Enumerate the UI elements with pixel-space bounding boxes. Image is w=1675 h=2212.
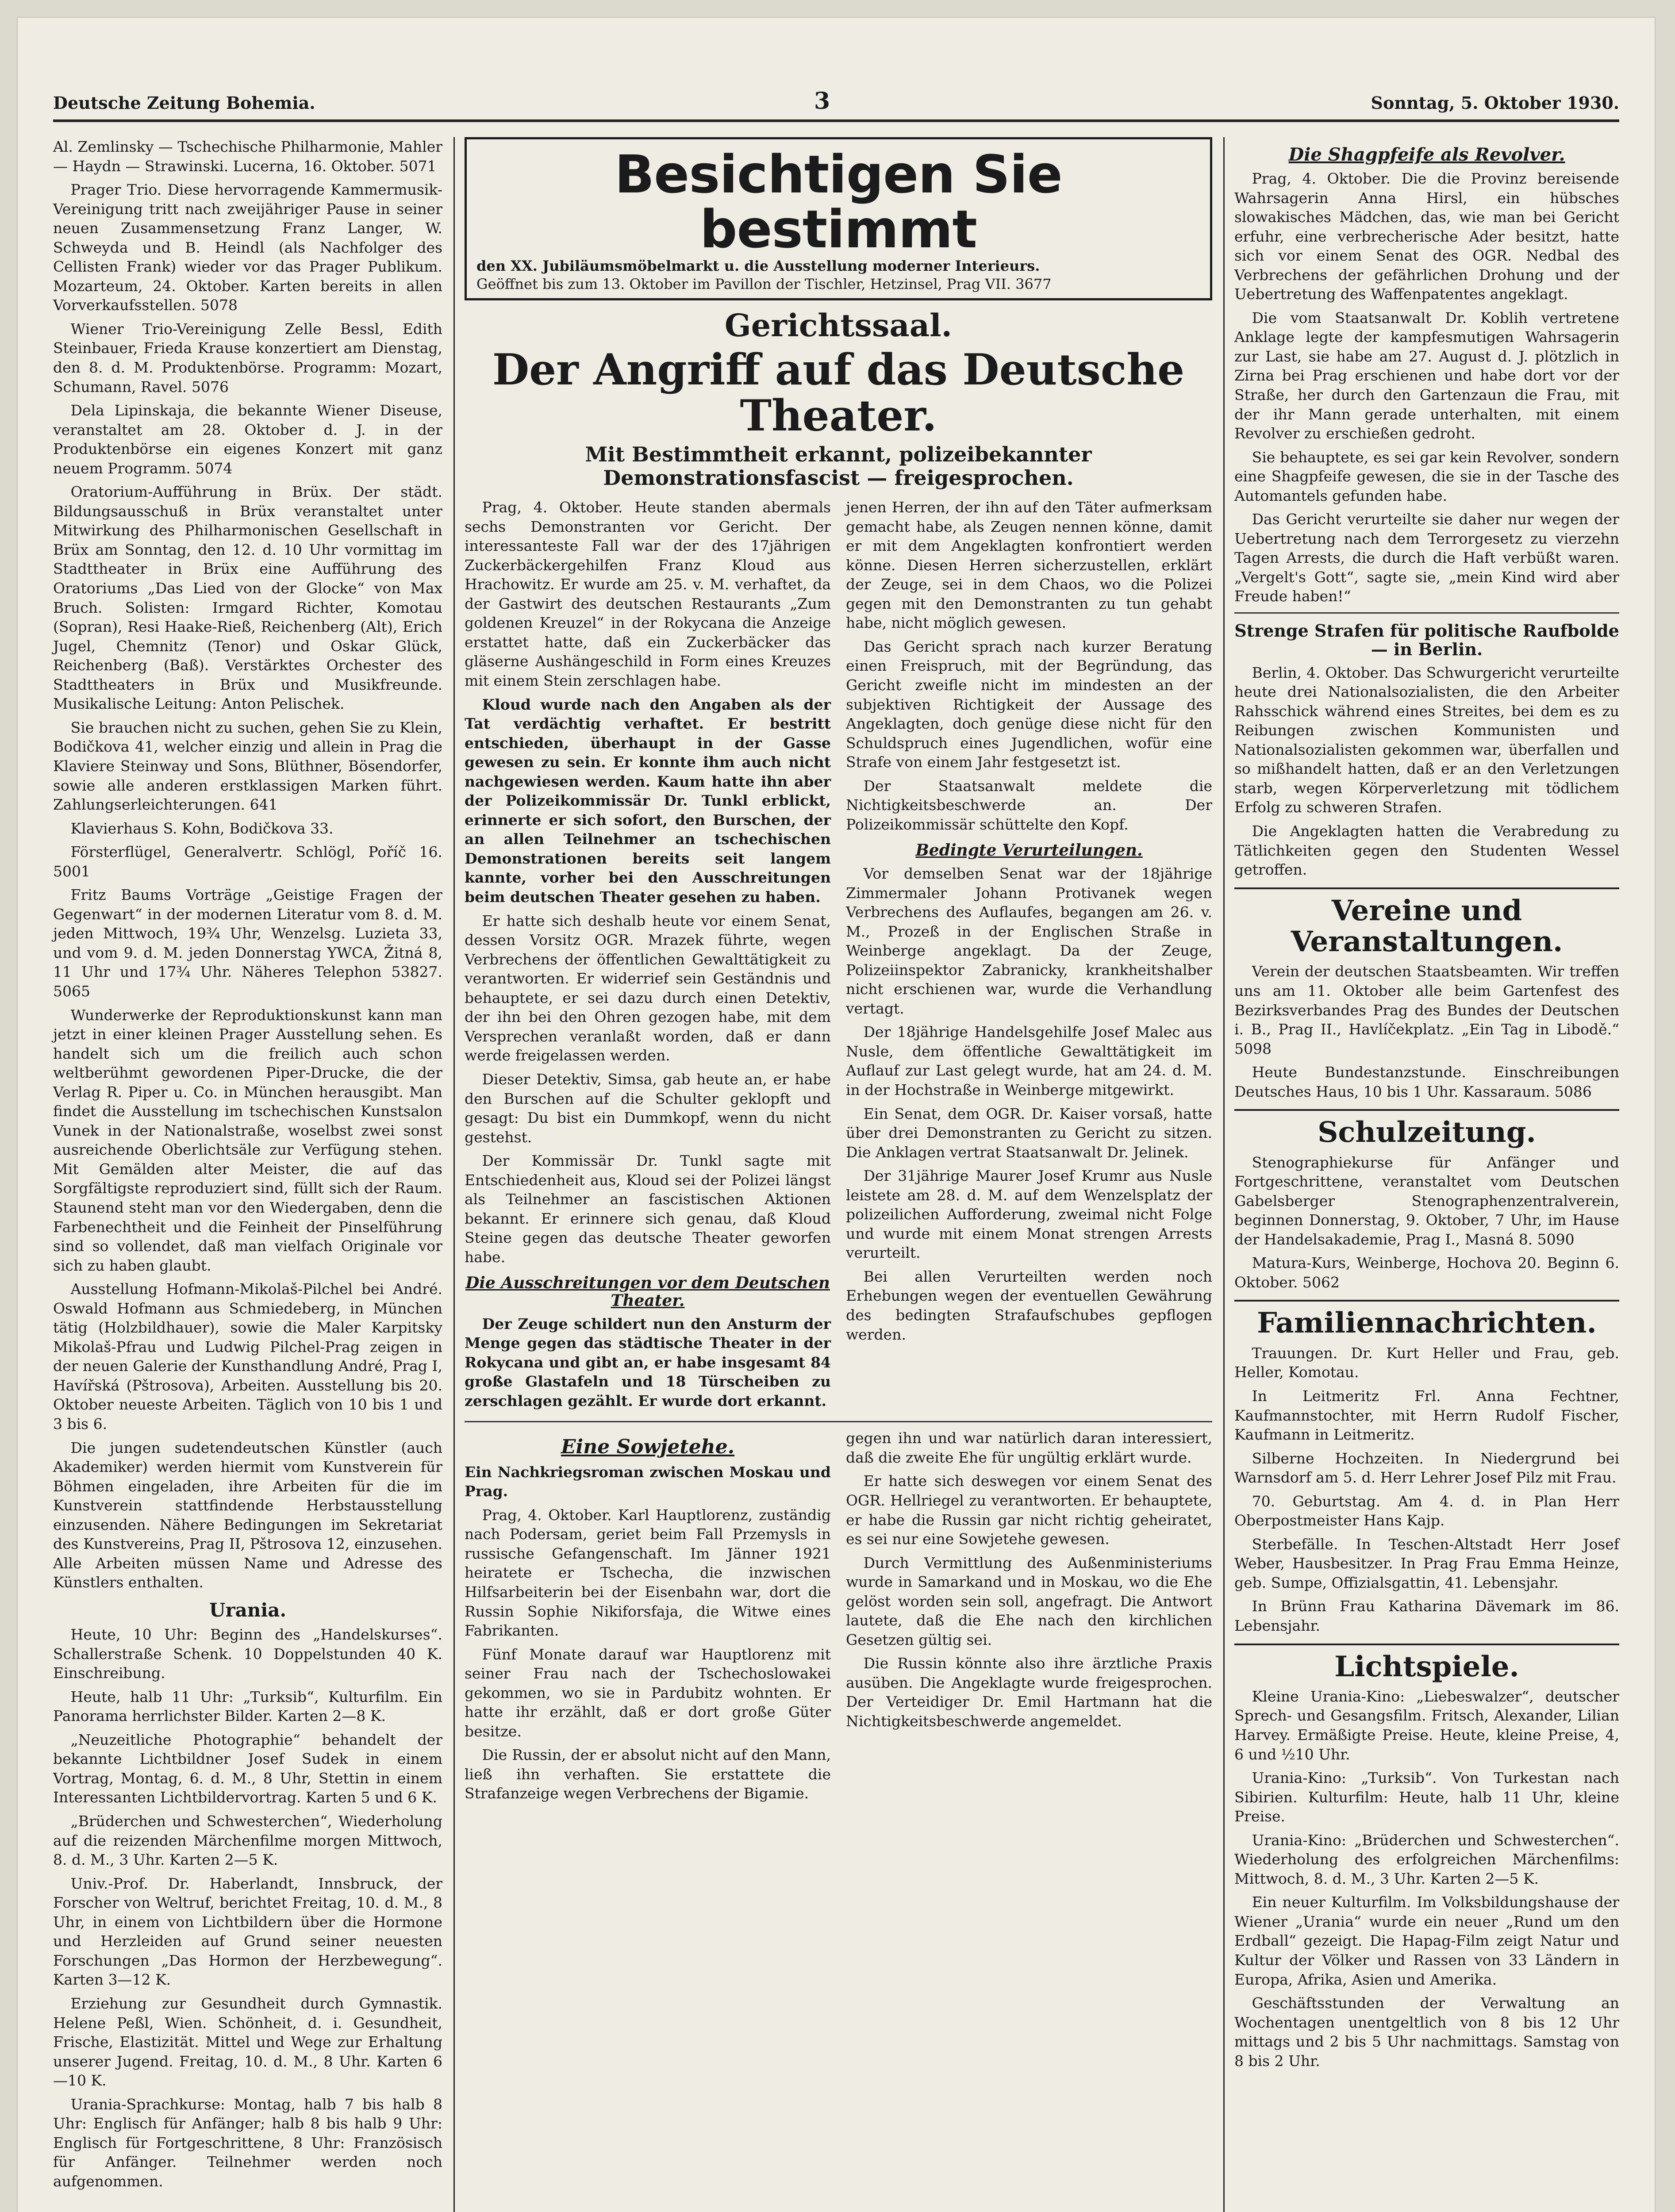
issue-date: Sonntag, 5. Oktober 1930. (1371, 93, 1619, 113)
section-familiennachrichten: Familiennachrichten. (1234, 1300, 1619, 1339)
article-paragraph: Er hatte sich deswegen vor einem Senat des OGR. Hellriegel zu verantworten. Er behauptete, er habe die Russin gar nicht richtig geheiratet, es sei nur eine Sowjetehe gewesen. (846, 1472, 1212, 1548)
article-subheadline: Mit Bestimmtheit erkannt, polizeibekannter Demonstrationsfascist — freigesprochen. (585, 442, 1092, 490)
subsection-heading: Eine Sowjetehe. (561, 1436, 735, 1459)
article-column-left (465, 498, 831, 1415)
ad-line-1: den XX. Jubiläumsmöbelmarkt u. die Ausstellung moderner Interieurs. (476, 257, 1040, 274)
column-1 (53, 137, 442, 2195)
column-rule (1223, 137, 1225, 2212)
article-paragraph: Prag, 4. Oktober. Heute standen abermals sechs Demonstranten vor Gericht. Der interessanteste Fall war der des 17jährigen Zuckerbäckergehilfen Franz Kloud aus Hrachowitz. Er wurde am 25. v. M. verhaftet, da der Gastwirt des deutschen Restaurants „Zum goldenen Kreuzel“ in der Rokycana die Anzeige erstattet hatte, daß ein Zuckerbäcker das gläserne Aushängeschild in Form eines Kreuzes mit einem Stein zerschlagen habe. (465, 499, 831, 690)
section-gerichtssaal: Gerichtssaal. (724, 307, 953, 344)
advertisement (465, 137, 1212, 300)
article-paragraph: Bei allen Verurteilten werden noch Erhebungen wegen der eventuellen Gewährung des bedingten Strafaufschubes gepflogen werden. (846, 1267, 1212, 1343)
masthead-left: Deutsche Zeitung Bohemia. (53, 93, 315, 113)
header-rule (53, 119, 1619, 122)
article-paragraph: Die Russin, der er absolut nicht auf den Mann, ließ ihn verhaften. Sie erstattete die Strafanzeige wegen Verbrechens der Bigamie. (465, 1746, 831, 1802)
notice: Försterflügel, Generalvertr. Schlögl, Poříč 16. 5001 (53, 843, 442, 880)
notice: Wunderwerke der Reproduktionskunst kann man jetzt in einer kleinen Prager Ausstellung sehen. Es handelt sich um die freilich auch schon weltberühmt gewordenen Piper-Drucke, die der Verlag R. Piper u. Co. in München herausgibt. Man findet die Ausstellung im tschechischen Kunstsalon Vunek in der Nationalstraße, woselbst zwei sonst ausreichende Oberlichtsäle zur Verfügung stehen. Mit Gemälden alter Meister, die auf das Sorgfältigste reproduziert sind, füllt sich der Raum. Staunend steht man vor den Wiedergaben, denn die Farbenechtheit und die Feinheit der Pinselführung sind so vollendet, daß man vielfach Originale vor sich zu haben glaubt. (53, 1006, 442, 1274)
notice: Trauungen. Dr. Kurt Heller und Frau, geb. Heller, Komotau. (1234, 1344, 1619, 1381)
article-paragraph: Der 18jährige Handelsgehilfe Josef Malec aus Nusle, dem öffentliche Gewalttätigkeit im Auflauf zur Last gelegt wurde, hat am 24. d. M. in der Hochstraße in Weinberge mitgewirkt. (846, 1023, 1212, 1098)
notice: Kleine Urania-Kino: „Liebeswalzer“, deutscher Sprech- und Gesangsfilm. Fritsch, Alexander, Lilian Harvey. Ermäßigte Preise. Heute, kleine Preise, 4, 6 und ½10 Uhr. (1234, 1687, 1619, 1763)
notice: Urania-Kino: „Turksib“. Von Turkestan nach Sibirien. Kulturfilm: Heute, halb 11 Uhr, kleine Preise. (1234, 1769, 1619, 1825)
article-paragraph: Die Russin könnte also ihre ärztliche Praxis ausüben. Die Angeklagte wurde freigesprochen. Der Verteidiger Dr. Emil Hartmann hat die Nichtigkeitsbeschwerde angemeldet. (846, 1655, 1212, 1730)
notice: In Leitmeritz Frl. Anna Fechtner, Kaufmannstochter, mit Herrn Rudolf Fischer, Kaufmann in Leitmeritz. (1234, 1387, 1619, 1444)
article-paragraph: jenen Herren, der ihn auf den Täter aufmerksam gemacht habe, als Zeugen nennen könne, damit er mit dem Angeklagten konfrontiert werden könne. Diesen Herren sicherzustellen, erklärt der Zeuge, sei in dem Chaos, wo die Polizei gegen mit den Demonstranten zu tun gehabt habe, nicht möglich gewesen. (846, 499, 1212, 632)
article-paragraph: Fünf Monate darauf war Hauptlorenz mit seiner Frau nach der Tschechoslowakei gekommen, wo sie in Pardubitz wohnten. Er hatte ihr erzählt, daß er dort große Güter besitze. (465, 1645, 831, 1740)
article-paragraph: Der Staatsanwalt meldete die Nichtigkeitsbeschwerde an. Der Polizeikommissär schüttelte den Kopf. (846, 777, 1212, 833)
urania-item: „Brüderchen und Schwesterchen“, Wiederholung auf die reizenden Märchenfilme morgen Mittwoch, 8. d. M., 3 Uhr. Karten 2—5 K. (53, 1813, 442, 1869)
notice: Sie brauchen nicht zu suchen, gehen Sie zu Klein, Bodičkova 41, welcher einzig und allein in Prag die Klaviere Steinway und Sons, Blüthner, Bösendorfer, sowie alle anderen erstklassigen Marken führt. Zahlungserleichterungen. 641 (53, 718, 442, 814)
article-paragraph: Berlin, 4. Oktober. Das Schwurgericht verurteilte heute drei Nationalsozialisten, die den Arbeiter Rahsschick während eines Streites, bei dem es zu Reibungen zwischen Kommunisten und Nationalsozialisten gekommen war, überfallen und so mißhandelt hatten, daß er an den Verletzungen starb, wegen Körperverletzung mit tödlichem Erfolg zu schweren Strafen. (1234, 664, 1619, 816)
notice: Ein neuer Kulturfilm. Im Volksbildungshause der Wiener „Urania“ wurde ein neuer „Rund um den Erdball“ gezeigt. Die Hapag-Film zeigt Natur und Kultur der Völker und Rassen von 33 Ländern in Europa, Afrika, Asien und Amerika. (1234, 1893, 1619, 1988)
article-paragraph: Dieser Detektiv, Simsa, gab heute an, er habe den Burschen auf die Schulter geklopft und gesagt: Du bist ein Dummkopf, wenn du nicht gestehst. (465, 1070, 831, 1146)
urania-item: Erziehung zur Gesundheit durch Gymnastik. Helene Peßl, Wien. Schönheit, d. i. Gesundheit, Frische, Elastizität. Mittel und Wege zur Erhaltung unserer Jugend. Freitag, 10. d. M., 8 Uhr. Karten 6—10 K. (53, 1994, 442, 2089)
sowjetehe-left (465, 1429, 831, 1808)
newspaper-page (18, 18, 1655, 2212)
notice: Dela Lipinskaja, die bekannte Wiener Diseuse, veranstaltet am 28. Oktober d. J. in der Produktenbörse ein eigenes Konzert mit ganz neuem Programm. 5074 (53, 402, 442, 477)
article-paragraph: Der Kommissär Dr. Tunkl sagte mit Entschiedenheit aus, Kloud sei der Polizei längst als Teilnehmer an fascistischen Aktionen bekannt. Er erinnere sich genau, daß Kloud Steine gegen das deutsche Theater geworfen habe. (465, 1152, 831, 1266)
notice: Al. Zemlinsky — Tschechische Philharmonie, Mahler — Haydn — Strawinski. Lucerna, 16. Oktober. 5071 (53, 138, 442, 175)
sowjetehe-right (846, 1429, 1212, 1808)
subsection-heading: Bedingte Verurteilungen. (915, 841, 1143, 860)
article-lead: Ein Nachkriegsroman zwischen Moskau und Prag. (465, 1463, 831, 1500)
notice: Die jungen sudetendeutschen Künstler (auch Akademiker) werden hiermit vom Kunstverein für Böhmen eingeladen, ihre Arbeiten für die im Kunstverein stattfindende Herbstausstellung einzusenden. Nähere Bedingungen im Sekretariat des Kunstvereins, Prag II, Pštrosova 12, einzusehen. Alle Arbeiten müssen Name und Adresse des Künstlers enthalten. (53, 1439, 442, 1591)
urania-item: „Neuzeitliche Photographie“ behandelt der bekannte Lichtbildner Josef Sudek in einem Vortrag, Montag, 6. d. M., 8 Uhr, Stettin in einem Interessanten Lichtbildervortrag. Karten 5 und 6 K. (53, 1731, 442, 1806)
article-paragraph: Die vom Staatsanwalt Dr. Koblih vertretene Anklage legte der kampfesmutigen Wahrsagerin zur Last, sie habe am 27. August d. J. plötzlich in Zirna bei Prag erschienen und habe dort vor der Straße, her durch den Gartenzaun die Frau, mit der ihr Mann gerade unterhalten, mit einem Revolver zu erschießen gedroht. (1234, 309, 1619, 442)
article-columns (465, 498, 1212, 1415)
urania-item: Univ.-Prof. Dr. Haberlandt, Innsbruck, der Forscher von Weltruf, berichtet Freitag, 10. d. M., 8 Uhr, in einem von Lichtbildern über die Hormone und Herzleiden auf Grund seiner neuesten Forschungen „Das Hormon der Herzbewegung“. Karten 3—12 K. (53, 1874, 442, 1989)
notice: Verein der deutschen Staatsbeamten. Wir treffen uns am 11. Oktober alle beim Gartenfest des Bezirksverbandes Prag des Bundes der Deutschen i. B., Prag II., Havlíčekplatz. „Ein Tag in Libodě.“ 5098 (1234, 963, 1619, 1057)
subsection-heading: Die Ausschreitungen vor dem Deutschen Theater. (465, 1274, 830, 1310)
section-urania: Urania. (209, 1599, 287, 1621)
urania-item: Heute, 10 Uhr: Beginn des „Handelskurses“. Schallerstraße Schenk. 10 Doppelstunden 40 K. Einschreibung. (53, 1626, 442, 1682)
article-paragraph: Das Gericht verurteilte sie daher nur wegen der Uebertretung nach dem Terrorgesetz zu vierzehn Tagen Arrests, die durch die Haft verbüßt waren. „Vergelt's Gott“, sagte sie, „mein Kind wird aber Freude haben!“ (1234, 511, 1619, 605)
article-paragraph: Die Angeklagten hatten die Verabredung zu Tätlichkeiten gegen den Studenten Wessel getroffen. (1234, 822, 1619, 879)
column-4 (1234, 137, 1619, 2075)
notice: Wiener Trio-Vereinigung Zelle Bessl, Edith Steinbauer, Frieda Krause konzertiert am Dienstag, den 8. d. M. Produktenbörse. Programm: Mozart, Schumann, Ravel. 5076 (53, 320, 442, 396)
article-paragraph: Kloud wurde nach den Angaben als der Tat verdächtig verhaftet. Er bestritt entschieden, überhaupt in der Gasse gewesen zu sein. Er konnte ihm auch nicht nachgewiesen werden. Kaum hatte ihn aber der Polizeikommissär Dr. Tunkl erblickt, erinnerte er sich sofort, den Burschen, der an allen Teilnehmer an tschechischen Demonstrationen bereits seit langem kannte, vorher bei den Ausschreitungen beim deutschen Theater gesehen zu haben. (465, 695, 831, 906)
column-rule (453, 137, 455, 2212)
article-headline: Der Angriff auf das Deutsche Theater. (492, 344, 1185, 441)
section-lichtspiele: Lichtspiele. (1234, 1644, 1619, 1682)
ad-line-2: Geöffnet bis zum 13. Oktober im Pavillon der Tischler, Hetzinsel, Prag VII. 3677 (476, 276, 1052, 293)
article-paragraph: Der Zeuge schildert nun den Ansturm der Menge gegen das städtische Theater in der Rokycana und gibt an, er habe insgesamt 84 große Glastafeln und 18 Türscheiben zu zerschlagen gezählt. Er wurde dort erkannt. (465, 1315, 831, 1409)
notice: Ausstellung Hofmann-Mikolaš-Pilchel bei André. Oswald Hofmann aus Schmiedeberg, in München tätig (Holzbildhauer), sowie die Maler Karpitsky Mikolaš-Pfrau und Ludwig Pilchel-Prag zeigen in der neuen Galerie der Kunsthandlung André, Prag I, Havířská (Pštrosova), Arbeiten. Ausstellung bis 20. Oktober neueste Arbeiten. Täglich von 10 bis 1 und 3 bis 6. (53, 1280, 442, 1432)
ad-headline: Besichtigen Sie bestimmt (615, 144, 1062, 260)
article-paragraph: Er hatte sich deshalb heute vor einem Senat, dessen Vorsitz OGR. Mrazek führte, wegen Verbrechens der öffentlichen Gewalttätigkeit zu verantworten. Er widerrief sein Geständnis und behauptete, er sei dazu durch einen Detektiv, der ihn bei den Ohren gezogen habe, mit dem Versprechen veranlaßt worden, daß er dann werde freigelassen werden. (465, 912, 831, 1064)
notice: Oratorium-Aufführung in Brüx. Der städt. Bildungsausschuß in Brüx veranstaltet unter Mitwirkung des Philharmonischen Gesellschaft in Brüx am Sonntag, den 12. d. 10 Uhr vormittag im Stadttheater in Brüx eine Aufführung des Oratoriums „Das Lied von der Glocke“ von Max Bruch. Solisten: Irmgard Richter, Komotau (Sopran), Resi Haake-Rieß, Reichenberg (Alt), Erich Jugel, Chemnitz (Tenor) und Oskar Glück, Reichenberg (Baß). Verstärktes Orchester des Stadttheaters in Brüx und Musikfreunde. Musikalische Leitung: Anton Pelischek. (53, 483, 442, 713)
article-paragraph: Ein Senat, dem OGR. Dr. Kaiser vorsaß, hatte über drei Demonstranten zu Gericht zu sitzen. Die Anklagen vertrat Staatsanwalt Dr. Jelinek. (846, 1105, 1212, 1161)
article-paragraph: Vor demselben Senat war der 18jährige Zimmermaler Johann Protivanek wegen Verbrechens des Auflaufes, begangen am 26. v. M., Prozeß in der Englischen Straße in Weinberge angeklagt. Da der Zeuge, Polizeiinspektor Zabranicky, krankheitshalber nicht erschienen war, wurde die Verhandlung vertagt. (846, 864, 1212, 1017)
sowjetehe-columns (465, 1429, 1212, 1808)
article-paragraph: Das Gericht sprach nach kurzer Beratung einen Freispruch, mit der Begründung, das Gericht zweifle nicht im mindesten an der subjektiven Richtigkeit der Aussage des Angeklagten, doch genüge diese nicht für den Schuldspruch eines Jugendlichen, wofür eine Strafe von einem Jahr festgesetzt ist. (846, 637, 1212, 771)
section-vereine: Vereine und Veranstaltungen. (1234, 887, 1619, 958)
notice: In Brünn Frau Katharina Dävemark im 86. Lebensjahr. (1234, 1598, 1619, 1634)
page-number: 3 (814, 88, 830, 115)
subsection-heading: Die Shagpfeife als Revolver. (1288, 144, 1565, 165)
article-paragraph: Sie behauptete, es sei gar kein Revolver, sondern eine Shagpfeife gewesen, die sie in der Tasche des Automantels gefunden habe. (1234, 448, 1619, 504)
article-paragraph: Durch Vermittlung des Außenministeriums wurde in Samarkand und in Moskau, wo die Ehe gelöst worden sein soll, angefragt. Die Antwort lautete, daß die Ehe nach den kirchlichen Gesetzen gültig sei. (846, 1554, 1212, 1648)
notice: Sterbefälle. In Teschen-Altstadt Herr Josef Weber, Hausbesitzer. In Prag Frau Emma Heinze, geb. Sumpe, Offizialsgattin, 41. Lebensjahr. (1234, 1535, 1619, 1591)
notice: Fritz Baums Vorträge „Geistige Fragen der Gegenwart“ in der modernen Literatur vom 8. d. M. jeden Mittwoch, 19¾ Uhr, Wenzelsg. Luzieta 33, und vom 9. d. M. jeden Donnerstag YWCA, Žitná 8, 11 Uhr und 17¾ Uhr. Näheres Telephon 53827. 5065 (53, 886, 442, 1000)
article-paragraph: Der 31jährige Maurer Josef Krumr aus Nusle leistete am 28. d. M. auf dem Wenzelsplatz der polizeilichen Aufforderung, zweimal nicht Folge und wurde mit einem Monat strengen Arrests verurteilt. (846, 1167, 1212, 1262)
center-block (465, 137, 1212, 1808)
notice: Prager Trio. Diese hervorragende Kammermusik-Vereinigung tritt nach zweijähriger Pause in seiner neuen Zusammensetzung Franz Langer, W. Schweyda und B. Heindl (als Nachfolger des Cellisten Frank) wieder vor das Prager Publikum. Mozarteum, 24. Oktober. Karten bereits in allen Vorverkaufsstellen. 5078 (53, 181, 442, 314)
urania-item: Urania-Sprachkurse: Montag, halb 7 bis halb 8 Uhr: Englisch für Anfänger; halb 8 bis halb 9 Uhr: Englisch für Fortgeschrittene, 8 Uhr: Französisch für Anfänger. Teilnehmer werden noch aufgenommen. (53, 2095, 442, 2190)
notice: Stenographiekurse für Anfänger und Fortgeschrittene, veranstaltet vom Deutschen Gabelsberger Stenographenzentralverein, beginnen Donnerstag, 9. Oktober, 7 Uhr, im Hause der Handelsakademie, Prag I., Masná 8. 5090 (1234, 1153, 1619, 1248)
notice: Matura-Kurs, Weinberge, Hochova 20. Beginn 6. Oktober. 5062 (1234, 1254, 1619, 1291)
article-paragraph: gegen ihn und war natürlich daran interessiert, daß die zweite Ehe für ungültig erklärt wurde. (846, 1429, 1212, 1466)
notice: Geschäftsstunden der Verwaltung an Wochentagen unentgeltlich von 8 bis 12 Uhr mittags und 2 bis 5 Uhr nachmittags. Samstag von 8 bis 2 Uhr. (1234, 1994, 1619, 2070)
urania-item: Heute, halb 11 Uhr: „Turksib“, Kulturfilm. Ein Panorama herrlichster Bilder. Karten 2—8 K. (53, 1688, 442, 1725)
article-paragraph: Prag, 4. Oktober. Die die Provinz bereisende Wahrsagerin Anna Hirsl, ein hübsches slowakisches Mädchen, das, wie man bei Gericht erfuhr, eine verbrecherische Ader besitzt, hatte sich vor einem Senat des OGR. Nedbal des Verbrechens der gefährlichen Drohung und der Uebertretung des Waffenpatentes angeklagt. (1234, 170, 1619, 303)
notice: Urania-Kino: „Brüderchen und Schwesterchen“. Wiederholung des erfolgreichen Märchenfilms: Mittwoch, 8. d. M., 3 Uhr. Karten 2—5 K. (1234, 1831, 1619, 1887)
notice: Klavierhaus S. Kohn, Bodičkova 33. (70, 819, 334, 837)
notice: Silberne Hochzeiten. In Niedergrund bei Warnsdorf am 5. d. Herr Lehrer Josef Pilz mit Frau. (1234, 1449, 1619, 1486)
divider (1234, 612, 1619, 614)
subsection-heading: Strenge Strafen für politische Raufbolde — in Berlin. (1234, 621, 1619, 659)
notice: Heute Bundestanzstunde. Einschreibungen Deutsches Haus, 10 bis 1 Uhr. Kassaraum. 5086 (1234, 1064, 1619, 1100)
notice: 70. Geburtstag. Am 4. d. in Plan Herr Oberpostmeister Hans Kajp. (1234, 1492, 1619, 1529)
article-paragraph: Prag, 4. Oktober. Karl Hauptlorenz, zuständig nach Podersam, geriet beim Fall Przemysls in russische Gefangenschaft. Im Jänner 1921 heiratete er Tschecha, die inzwischen Hilfsarbeiterin bei der Eisenbahn war, dort die Russin Sophie Nikiforsfaja, die Witwe eines Fabrikanten. (465, 1506, 831, 1640)
section-schulzeitung: Schulzeitung. (1234, 1109, 1619, 1148)
article-column-right (846, 498, 1212, 1415)
divider (465, 1421, 1212, 1422)
